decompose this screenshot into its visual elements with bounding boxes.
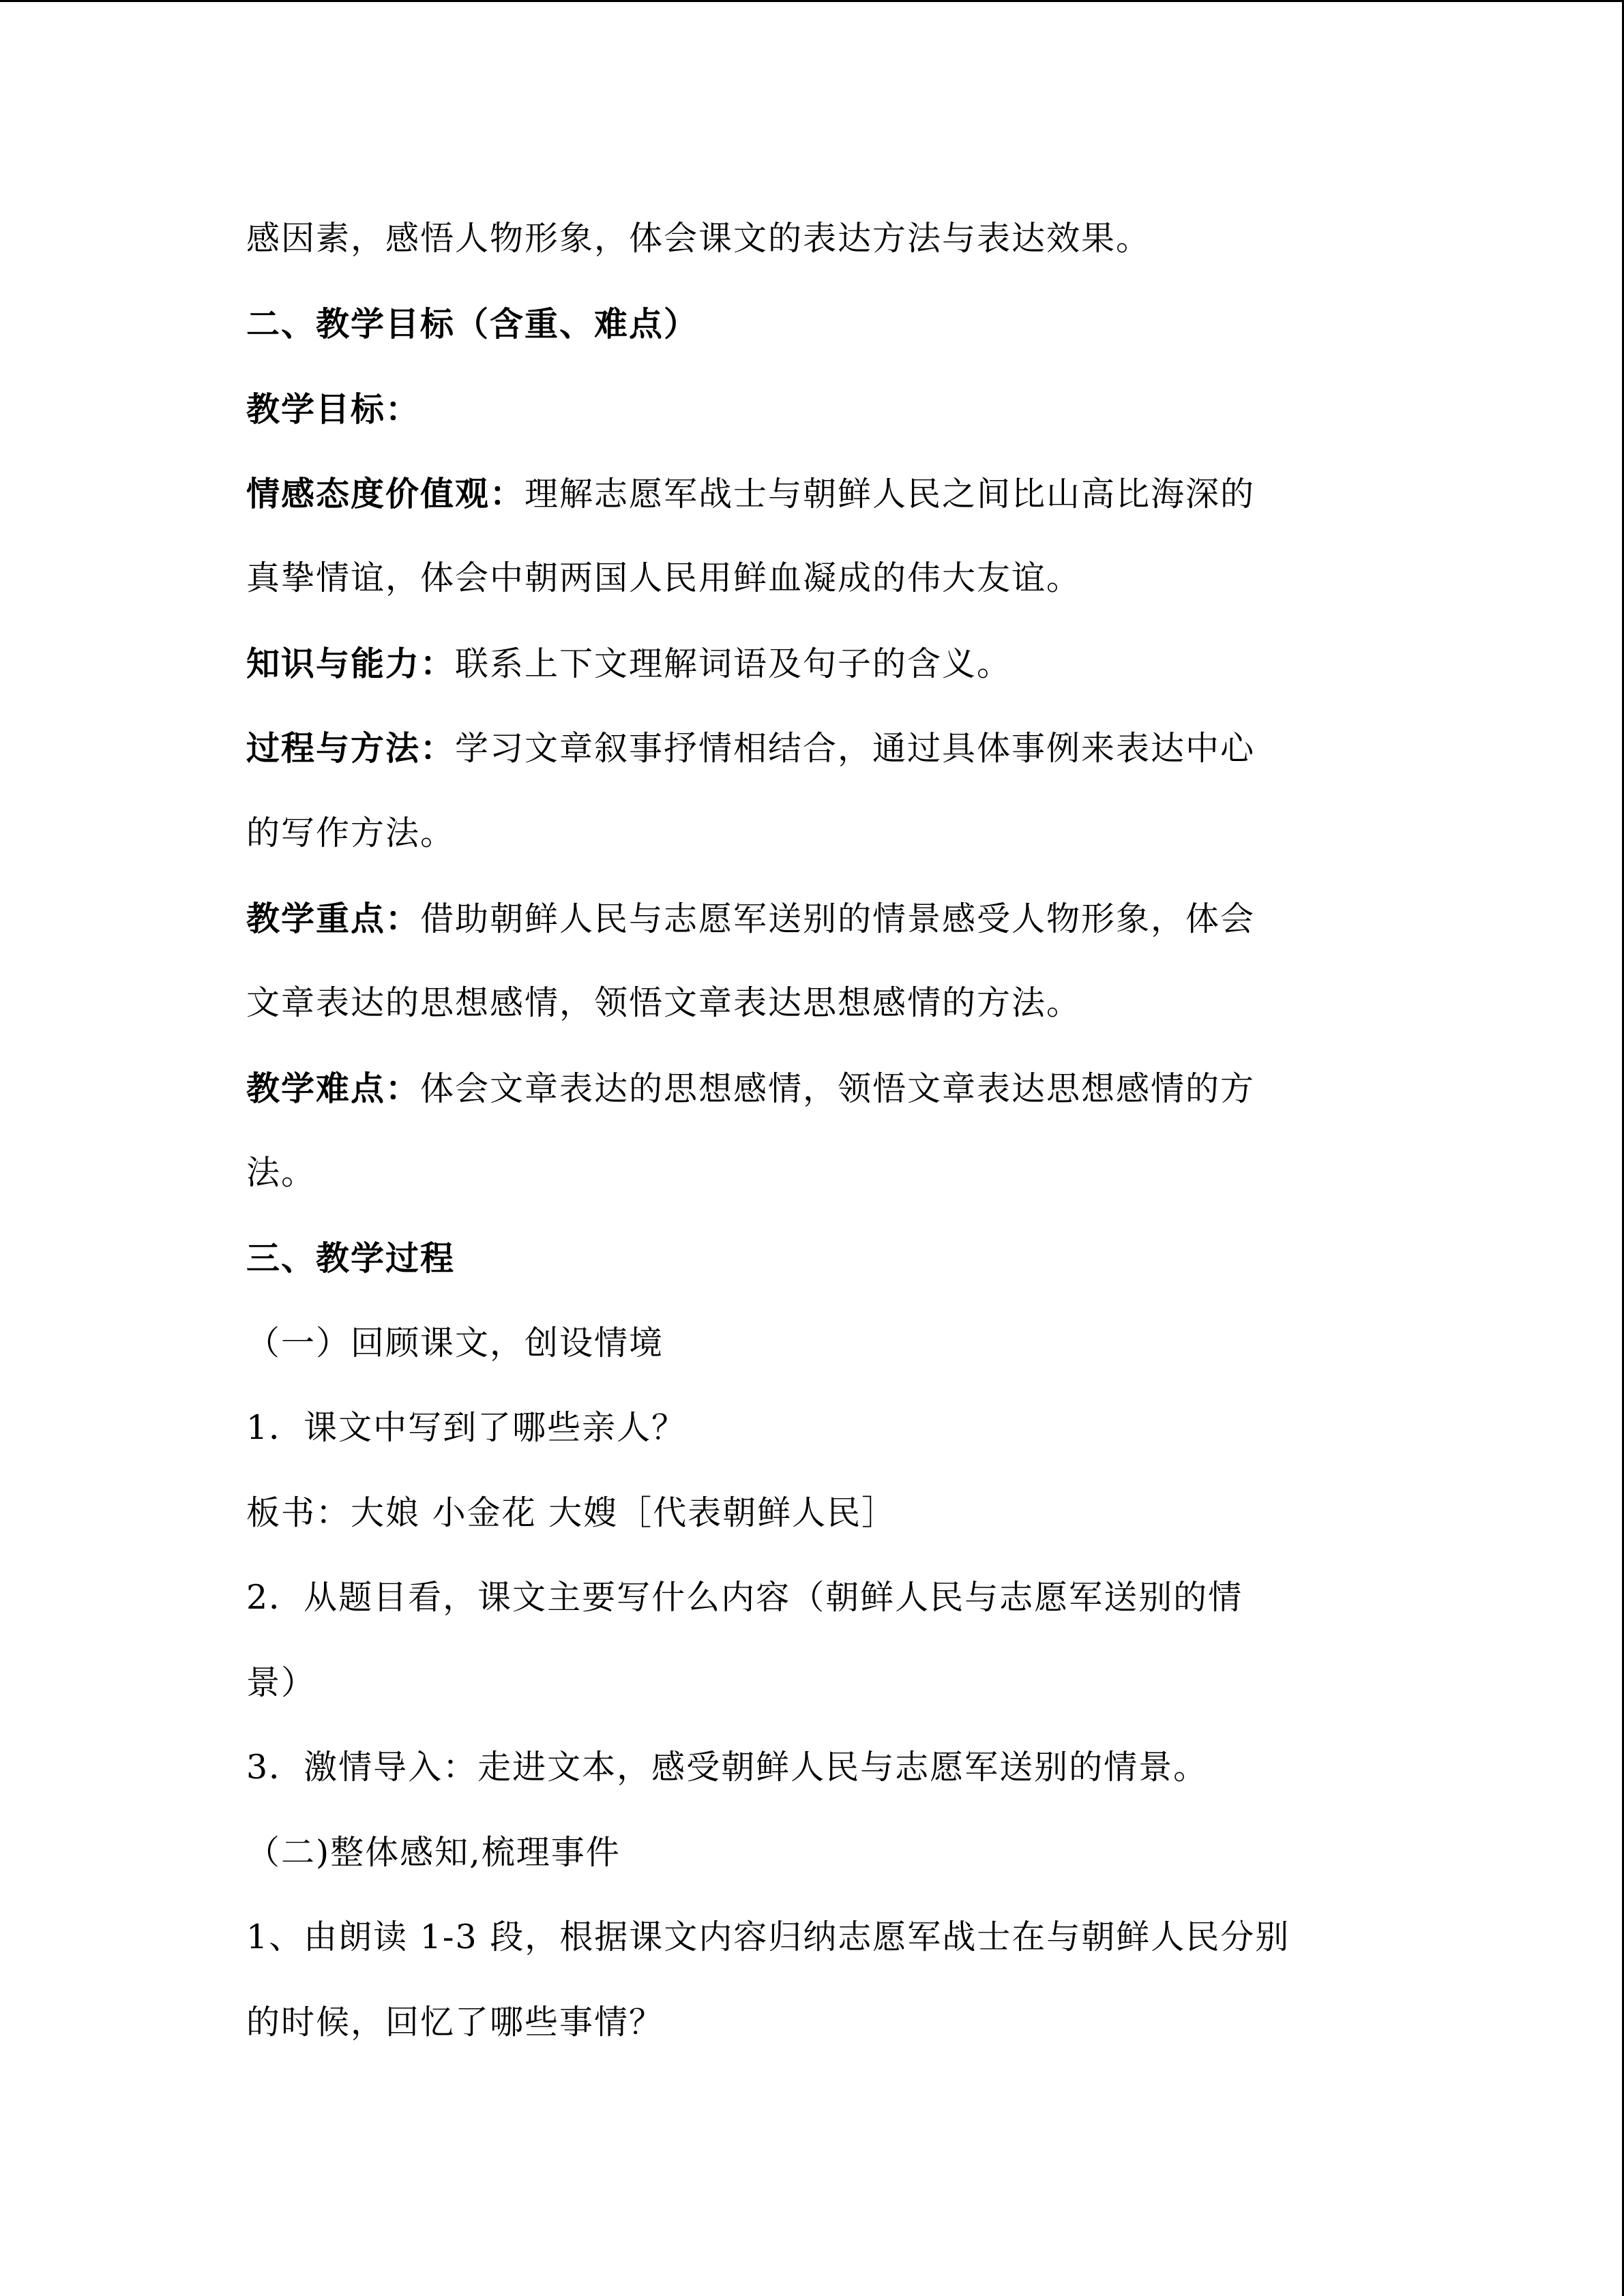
- page-top-border: [0, 0, 1624, 2]
- paragraph-label: 知识与能力：: [246, 644, 456, 683]
- paragraph-label: 过程与方法：: [246, 728, 456, 768]
- section-heading-process: [246, 1238, 455, 1279]
- list-item-continuation: [246, 1663, 316, 1703]
- paragraph-line: [246, 813, 455, 854]
- section-heading-text: 二、教学目标（含重、难点）: [246, 304, 699, 344]
- paragraph-label: 教学难点：: [246, 1069, 421, 1108]
- line-text: 借助朝鲜人民与志愿军送别的情景感受人物形象，体会: [420, 899, 1256, 938]
- labeled-paragraph-line: [246, 643, 1012, 685]
- subsection-heading-text: （一）回顾课文，创设情境: [246, 1324, 664, 1362]
- line-text: 真挚情谊，体会中朝两国人民用鲜血凝成的伟大友谊。: [246, 558, 1082, 597]
- paragraph-line: [246, 983, 1081, 1024]
- list-item: [246, 1407, 686, 1448]
- subheading-text: 教学目标：: [246, 389, 421, 429]
- section-heading-objectives: [246, 303, 698, 344]
- list-item-text: 景）: [246, 1663, 316, 1702]
- line-text: 文章表达的思想感情，领悟文章表达思想感情的方法。: [246, 983, 1082, 1022]
- paragraph-label: 教学重点：: [246, 899, 421, 938]
- list-item-text: 的时候，回忆了哪些事情？: [246, 2003, 664, 2042]
- labeled-paragraph-line: [246, 728, 1255, 769]
- list-item: [246, 1917, 1290, 1958]
- line-text: 理解志愿军战士与朝鲜人民之间比山高比海深的: [525, 475, 1256, 513]
- section-heading-text: 三、教学过程: [246, 1238, 456, 1278]
- line-text: 感因素，感悟人物形象，体会课文的表达方法与表达效果。: [246, 219, 1151, 258]
- labeled-paragraph-line: [246, 1068, 1255, 1109]
- blackboard-note: [246, 1493, 896, 1534]
- subsection-heading: [246, 1323, 664, 1364]
- list-item-text: 2．从题目看，课文主要写什么内容（朝鲜人民与志愿军送别的情: [246, 1578, 1243, 1617]
- paragraph-line: [246, 558, 1081, 599]
- subsection-heading: [246, 1832, 621, 1873]
- subheading-teaching-goals: [246, 389, 420, 430]
- list-item-text: 3．激情导入：走进文本，感受朝鲜人民与志愿军送别的情景。: [246, 1748, 1209, 1787]
- list-item-text: 1、由朗读 1-3 段，根据课文内容归纳志愿军战士在与朝鲜人民分别: [246, 1918, 1290, 1956]
- subsection-heading-text: （二)整体感知,梳理事件: [246, 1833, 621, 1872]
- list-item-text: 1．课文中写到了哪些亲人？: [246, 1408, 687, 1447]
- line-text: 学习文章叙事抒情相结合，通过具体事例来表达中心: [455, 729, 1256, 768]
- list-item: [246, 1747, 1208, 1788]
- list-item-continuation: [246, 2002, 664, 2043]
- paragraph-line: [246, 218, 1151, 259]
- paragraph-label: 情感态度价值观：: [246, 474, 525, 513]
- paragraph-line: [246, 1152, 316, 1193]
- line-text: 联系上下文理解词语及句子的含义。: [455, 644, 1012, 683]
- blackboard-note-text: 板书：大娘 小金花 大嫂［代表朝鲜人民］: [246, 1493, 897, 1532]
- list-item: [246, 1577, 1243, 1618]
- line-text: 体会文章表达的思想感情，领悟文章表达思想感情的方: [420, 1069, 1256, 1108]
- line-text: 的写作方法。: [246, 814, 456, 852]
- labeled-paragraph-line: [246, 898, 1255, 940]
- labeled-paragraph-line: [246, 473, 1255, 515]
- line-text: 法。: [246, 1153, 316, 1192]
